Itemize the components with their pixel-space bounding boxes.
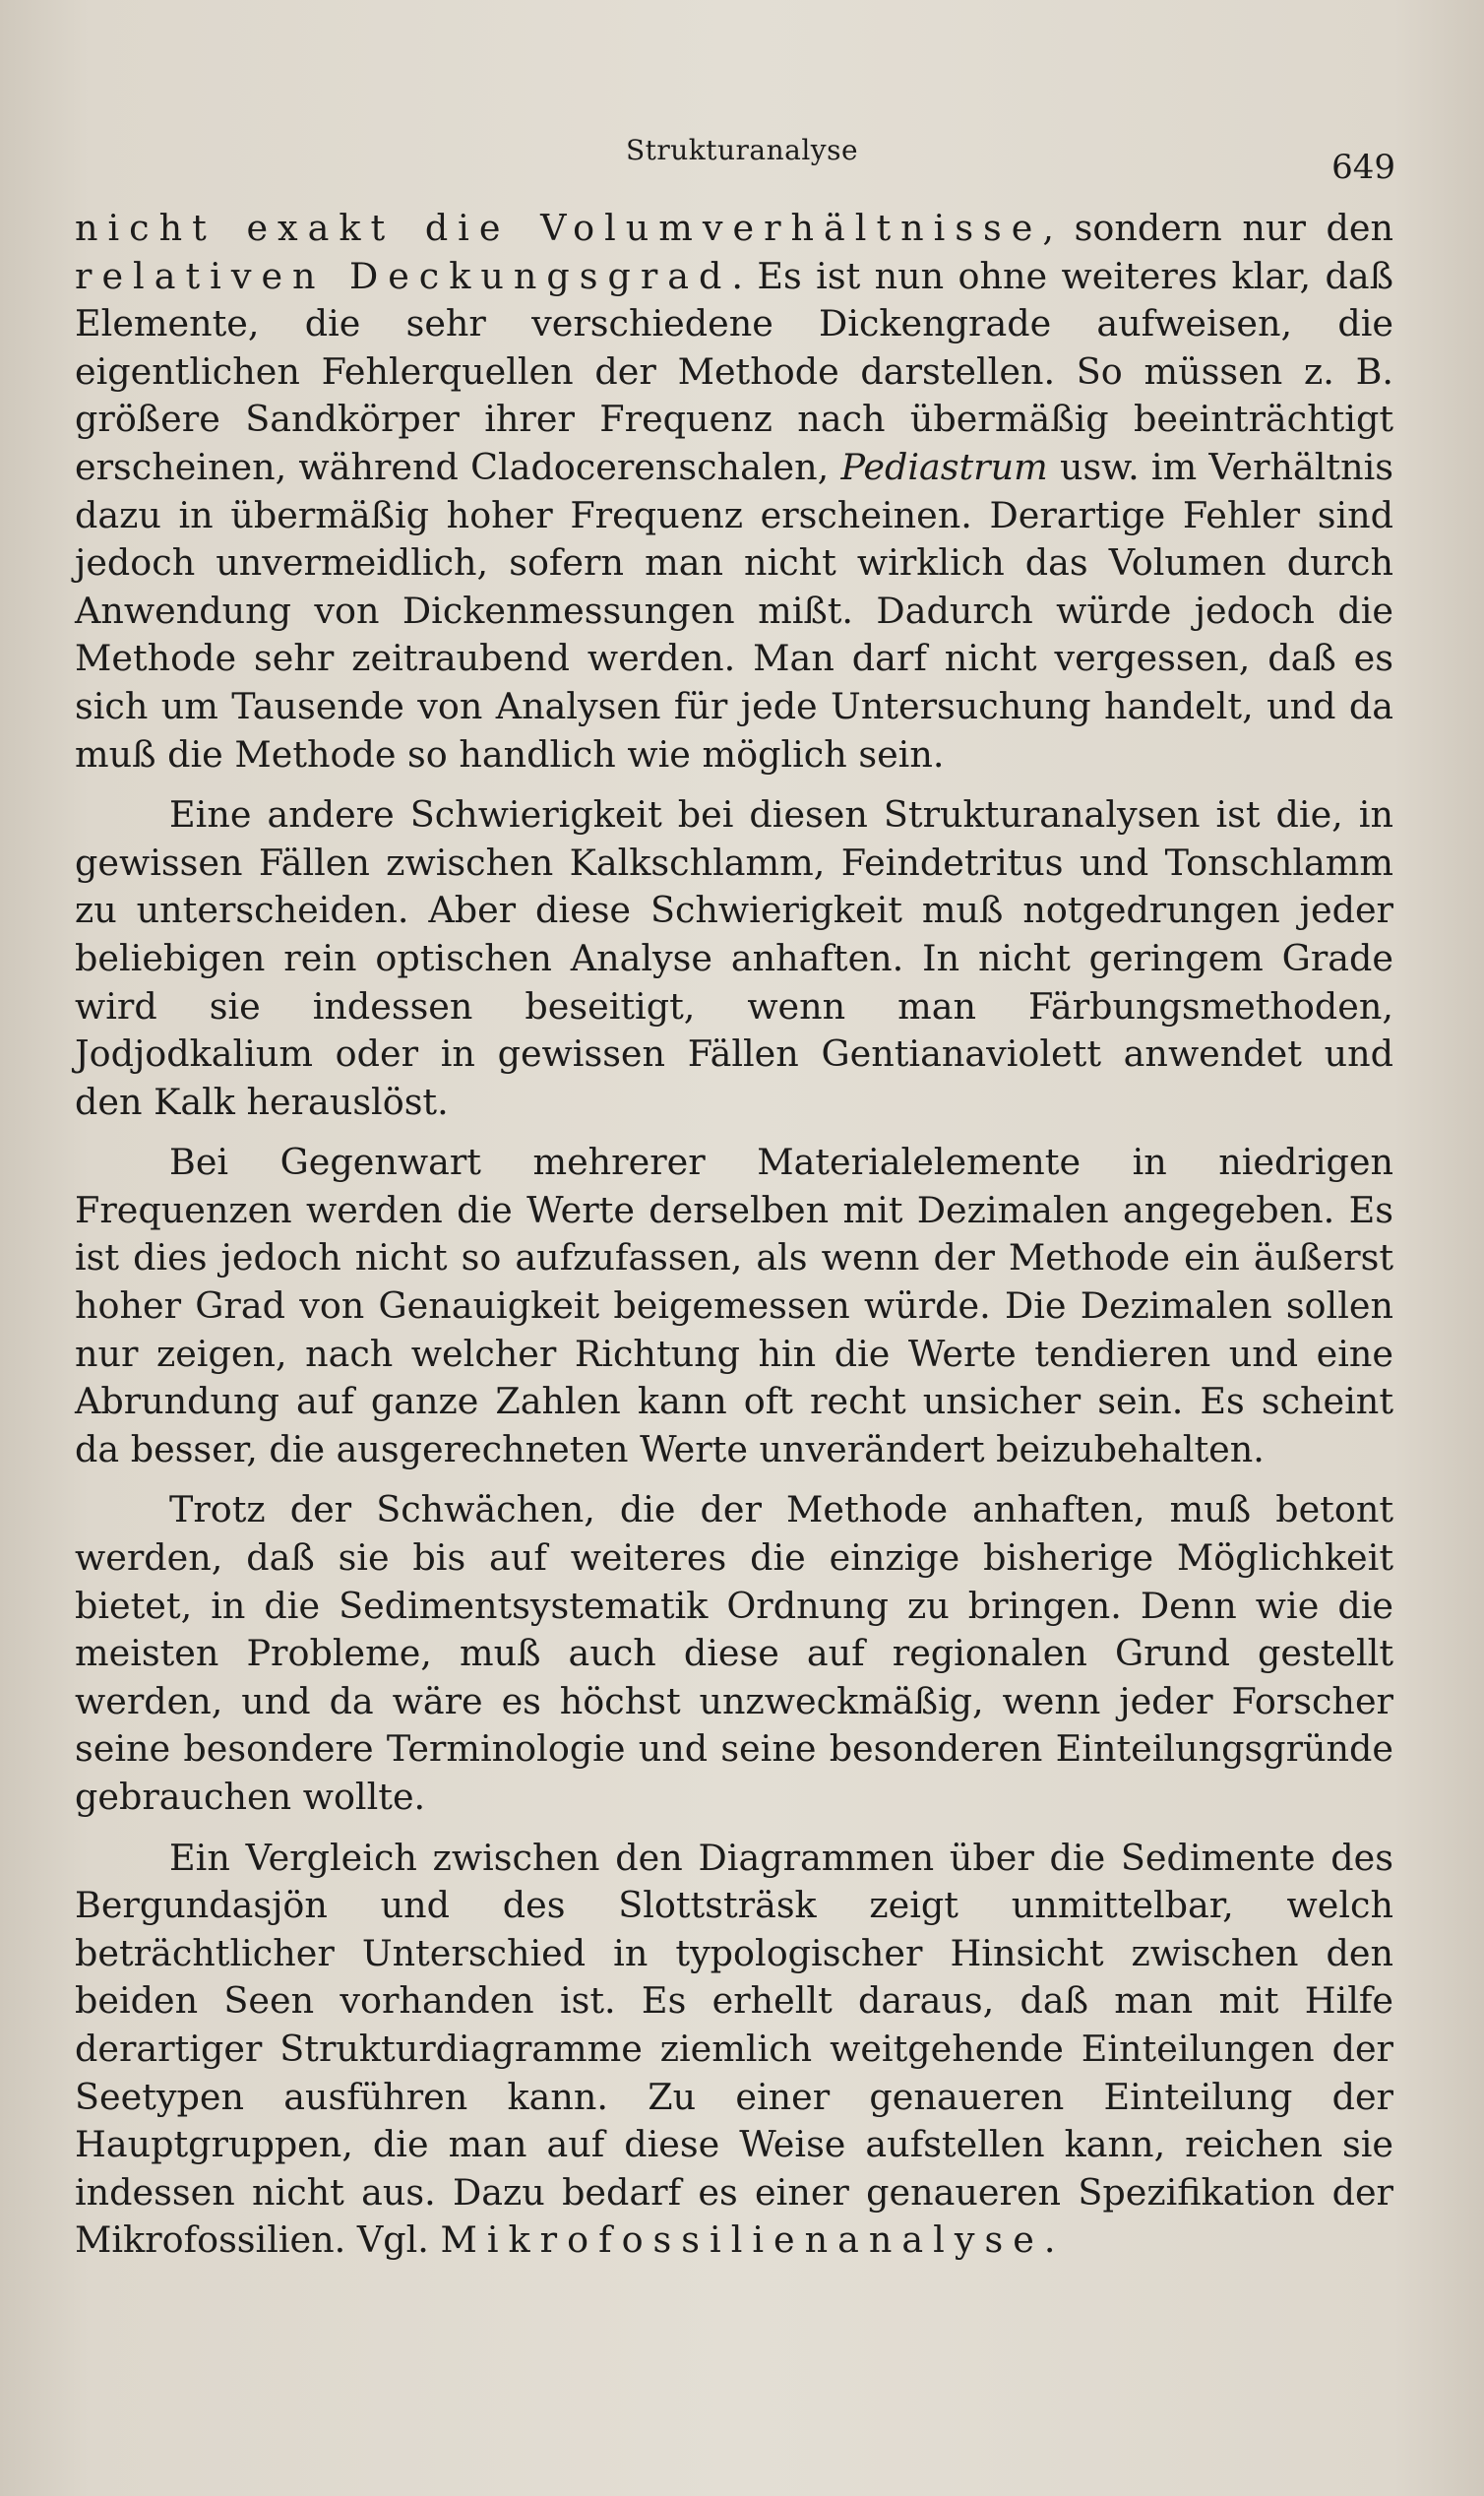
page-number: 649 — [1331, 148, 1395, 187]
text-run: . Es ist nun ohne weiteres klar, daß Elemente, die sehr verschiedene Dickengrade aufweisen, die eigentlichen Fehlerquellen der Methode darstellen. So müssen z. B. größere Sandkörper ihrer Frequenz nach übermäßig beeinträchtigt erscheinen, während Cladocerenschalen, — [75, 254, 1393, 488]
spaced-term: Mikrofossilienanalyse — [440, 2218, 1044, 2262]
paragraph-4: Trotz der Schwächen, die der Methode anhaften, muß betont werden, daß sie bis auf weiteres die einzige bisherige Möglichkeit bietet, in die Sedimentsystematik Ordnung zu bringen. Denn wie die meisten Probleme, muß auch diese auf regionalen Grund gestellt werden, und da wäre es höchst unzweckmäßig, wenn jeder Forscher seine besondere Terminologie und seine besonderen Einteilungsgründe gebrauchen wollte. — [75, 1488, 1393, 1818]
text-run: . — [1043, 2218, 1056, 2262]
text-run: usw. im Verhältnis dazu in übermäßig hoher Frequenz erscheinen. Derartige Fehler sind jedoch unvermeidlich, sofern man nicht wirklich das Volumen durch Anwendung von Dickenmessungen mißt. Dadurch würde jedoch die Methode sehr zeitraubend werden. Man darf nicht vergessen, daß es sich um Tausende von Analysen für jede Untersuchung handelt, und da muß die Methode so handlich wie möglich sein. — [75, 445, 1393, 776]
paragraph-3: Bei Gegenwart mehrerer Materialelemente in niedrigen Frequenzen werden die Werte derselben mit Dezimalen angegeben. Es ist dies jedoch nicht so aufzufassen, als wenn der Methode ein äußerst hoher Grad von Genauigkeit beigemessen würde. Die Dezimalen sollen nur zeigen, nach welcher Richtung hin die Werte tendieren und eine Abrundung auf ganze Zahlen kann oft recht unsicher sein. Es scheint da besser, die ausgerechneten Werte unverändert beizubehalten. — [75, 1141, 1393, 1470]
paragraph-5 — [75, 1835, 1393, 2265]
spaced-term: relativen Deckungsgrad — [75, 254, 732, 297]
running-title: Strukturanalyse — [625, 134, 859, 166]
paragraph-2: Eine andere Schwierigkeit bei diesen Strukturanalysen ist die, in gewissen Fällen zwischen Kalkschlamm, Feindetritus und Tonschlamm zu unterscheiden. Aber diese Schwierigkeit muß notgedrungen jeder beliebigen rein optischen Analyse anhaften. In nicht geringem Grade wird sie indessen beseitigt, wenn man Färbungsmethoden, Jodjodkalium oder in gewissen Fällen Gentianaviolett anwendet und den Kalk herauslöst. — [75, 793, 1393, 1123]
text-run: , sondern nur den — [1042, 207, 1394, 249]
body-text — [75, 205, 1393, 2278]
paragraph-1 — [75, 205, 1393, 779]
italic-term: Pediastrum — [840, 445, 1048, 488]
spaced-term: nicht exakt die Volumverhältnisse — [75, 207, 1043, 249]
text-run: Ein Vergleich zwischen den Diagrammen über die Sedimente des Bergundasjön und des Slottsträsk zeigt unmittelbar, welch beträchtlicher Unterschied in typologischer Hinsicht zwischen den beiden Seen vorhanden ist. Es erhellt daraus, daß man mit Hilfe derartiger Strukturdiagramme ziemlich weitgehende Einteilungen der Seetypen ausführen kann. Zu einer genaueren Einteilung der Hauptgruppen, die man auf diese Weise aufstellen kann, reichen sie indessen nicht aus. Dazu bedarf es einer genaueren Spezifikation der Mikrofossilien. Vgl. — [75, 1836, 1393, 2262]
